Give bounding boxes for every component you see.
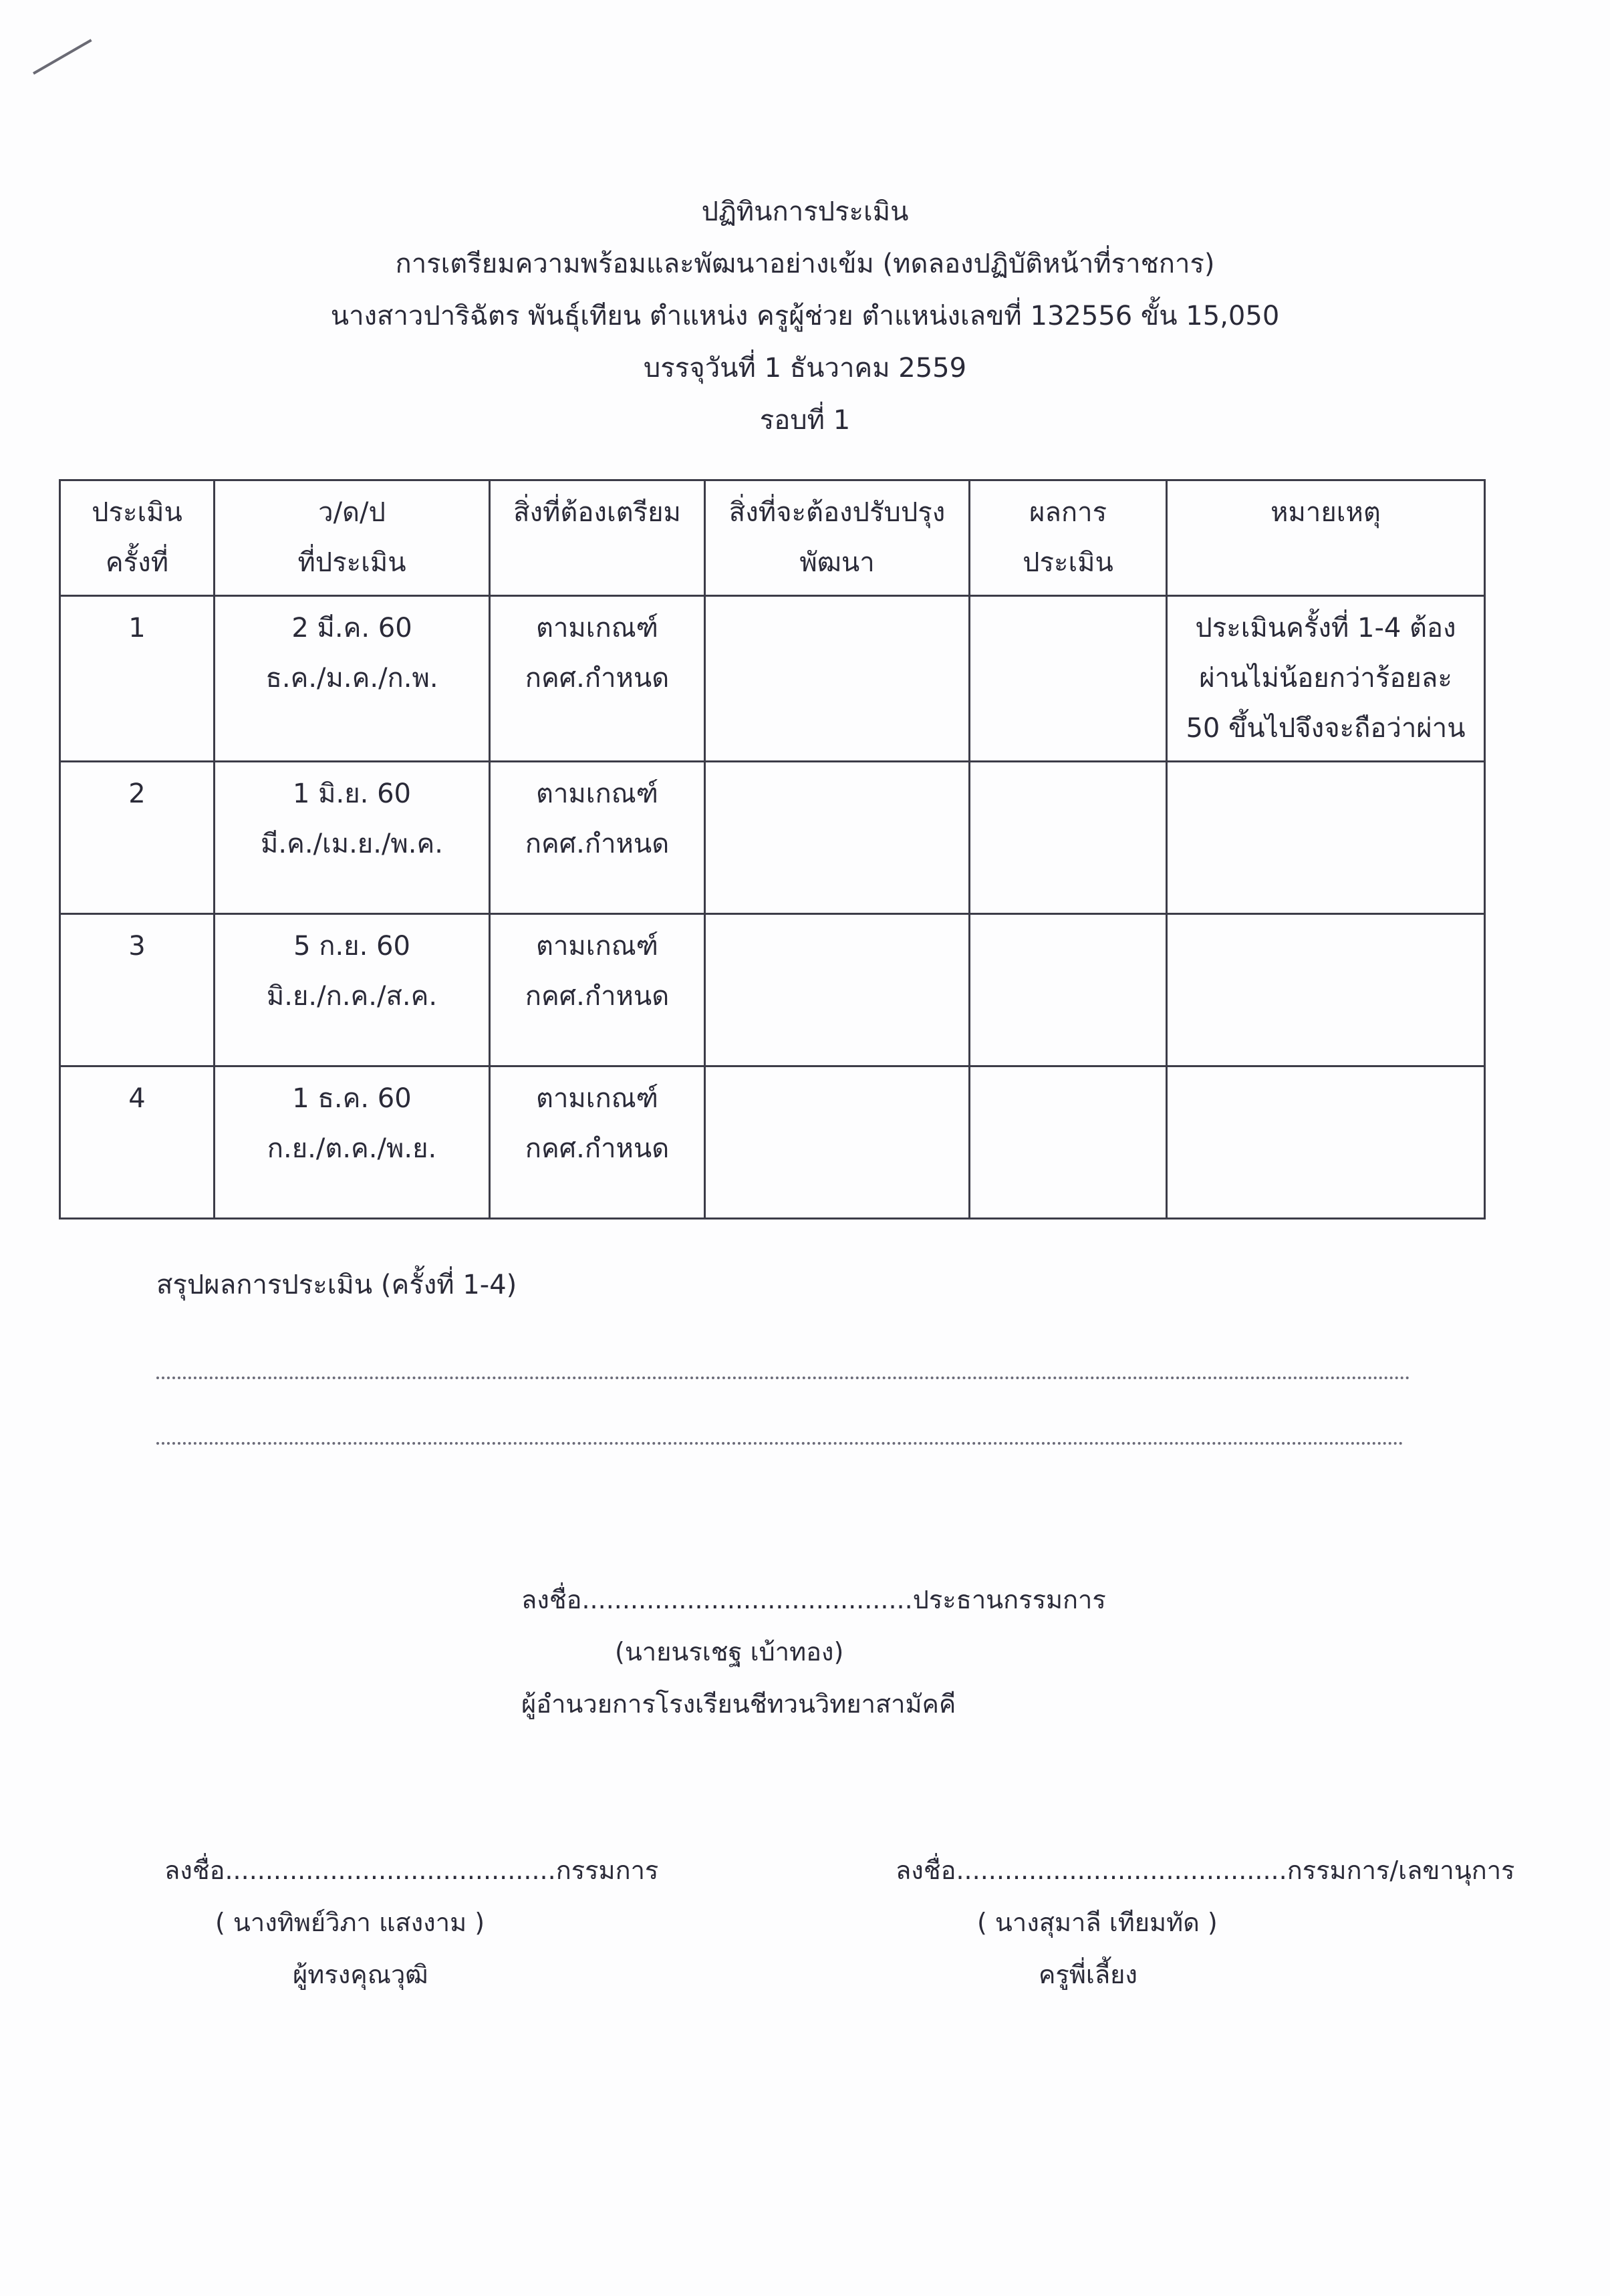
cell-date: 2 มี.ค. 60 ธ.ค./ม.ค./ก.พ. bbox=[215, 596, 490, 762]
round-label: รอบที่ 1 bbox=[759, 405, 851, 436]
member-signature-block bbox=[164, 1844, 658, 2001]
cell-note bbox=[1167, 1066, 1485, 1219]
cell-preparation: ตามเกณฑ์ กคศ.กำหนด bbox=[490, 1066, 705, 1219]
cell-improvement bbox=[705, 914, 970, 1066]
cell-round-no: 1 bbox=[60, 596, 215, 762]
chair-signature-line: ลงชื่อ.........................................ประธานกรรมการ bbox=[521, 1585, 1106, 1614]
header-preparation: สิ่งที่ต้องเตรียม bbox=[490, 480, 705, 596]
cell-date: 1 มิ.ย. 60 มี.ค./เม.ย./พ.ค. bbox=[215, 762, 490, 914]
cell-improvement bbox=[705, 596, 970, 762]
secretary-signature-line: ลงชื่อ.........................................กรรมการ/เลขานุการ bbox=[896, 1856, 1515, 1885]
cell-date: 1 ธ.ค. 60 ก.ย./ต.ค./พ.ย. bbox=[215, 1066, 490, 1219]
member-position: ผู้ทรงคุณวุฒิ bbox=[293, 1960, 428, 1989]
cell-result bbox=[970, 914, 1167, 1066]
cell-round-no: 4 bbox=[60, 1066, 215, 1219]
chair-name: (นายนรเชฐ เบ้าทอง) bbox=[615, 1637, 844, 1667]
summary-dotted-line bbox=[156, 1377, 1410, 1379]
secretary-name: ( นางสุมาลี เทียมทัด ) bbox=[977, 1908, 1218, 1937]
cell-preparation: ตามเกณฑ์ กคศ.กำหนด bbox=[490, 596, 705, 762]
evaluation-table bbox=[59, 479, 1486, 1219]
secretary-position: ครูพี่เลี้ยง bbox=[1039, 1960, 1137, 1989]
cell-result bbox=[970, 762, 1167, 914]
summary-label: สรุปผลการประเมิน (ครั้งที่ 1-4) bbox=[156, 1270, 517, 1300]
appointment-date: บรรจุวันที่ 1 ธันวาคม 2559 bbox=[643, 353, 967, 384]
table-header-row bbox=[60, 480, 1485, 596]
header-improvement: สิ่งที่จะต้องปรับปรุง พัฒนา bbox=[705, 480, 970, 596]
cell-round-no: 2 bbox=[60, 762, 215, 914]
member-name: ( นางทิพย์วิภา แสงงาม ) bbox=[215, 1908, 485, 1937]
table-row bbox=[60, 596, 1485, 762]
header-round-no: ประเมิน ครั้งที่ bbox=[60, 480, 215, 596]
chair-signature-block bbox=[521, 1574, 1106, 1730]
document-subtitle: การเตรียมความพร้อมและพัฒนาอย่างเข้ม (ทดลองปฏิบัติหน้าที่ราชการ) bbox=[395, 249, 1215, 279]
cell-round-no: 3 bbox=[60, 914, 215, 1066]
table-row bbox=[60, 762, 1485, 914]
cell-result bbox=[970, 1066, 1167, 1219]
document-header bbox=[0, 186, 1610, 446]
cell-note bbox=[1167, 914, 1485, 1066]
cell-preparation: ตามเกณฑ์ กคศ.กำหนด bbox=[490, 914, 705, 1066]
secretary-signature-block bbox=[896, 1844, 1514, 2001]
header-date: ว/ด/ป ที่ประเมิน bbox=[215, 480, 490, 596]
table-row bbox=[60, 914, 1485, 1066]
header-note: หมายเหตุ bbox=[1167, 480, 1485, 596]
header-result: ผลการ ประเมิน bbox=[970, 480, 1167, 596]
document-title: ปฏิทินการประเมิน bbox=[701, 196, 909, 227]
cell-result bbox=[970, 596, 1167, 762]
cell-preparation: ตามเกณฑ์ กคศ.กำหนด bbox=[490, 762, 705, 914]
cell-note bbox=[1167, 762, 1485, 914]
cell-note: ประเมินครั้งที่ 1-4 ต้อง ผ่านไม่น้อยกว่าร้อยละ 50 ขึ้นไปจึงจะถือว่าผ่าน bbox=[1167, 596, 1485, 762]
cell-improvement bbox=[705, 762, 970, 914]
pen-mark bbox=[33, 39, 92, 74]
person-info: นางสาวปาริฉัตร พันธุ์เทียน ตำแหน่ง ครูผู้ช่วย ตำแหน่งเลขที่ 132556 ขั้น 15,050 bbox=[330, 301, 1280, 331]
chair-position: ผู้อำนวยการโรงเรียนชีทวนวิทยาสามัคคี bbox=[521, 1689, 956, 1719]
table-row bbox=[60, 1066, 1485, 1219]
member-signature-line: ลงชื่อ.........................................กรรมการ bbox=[164, 1856, 659, 1885]
summary-dotted-line bbox=[156, 1442, 1403, 1445]
cell-improvement bbox=[705, 1066, 970, 1219]
cell-date: 5 ก.ย. 60 มิ.ย./ก.ค./ส.ค. bbox=[215, 914, 490, 1066]
